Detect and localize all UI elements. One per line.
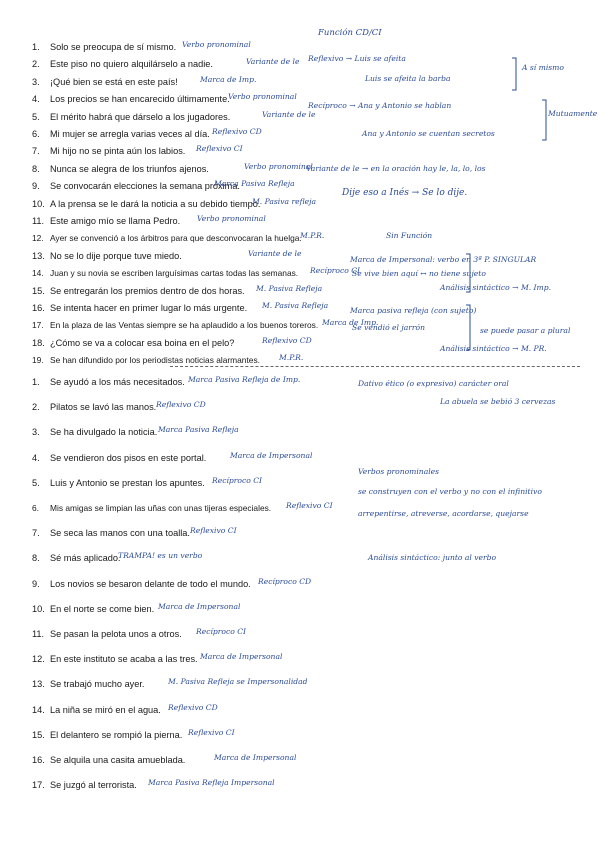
note-reflexivo: Reflexivo → Luis se afeita bbox=[308, 54, 406, 63]
sentence-text: Los precios se han encarecido últimamente. bbox=[50, 94, 230, 105]
part2-answer-1: Marca Pasiva Refleja de Imp. bbox=[188, 375, 301, 384]
part2-answer-3: Marca Pasiva Refleja bbox=[158, 425, 239, 435]
sentence-text: En este instituto se acaba a las tres. bbox=[50, 654, 198, 665]
sentence-text: Se alquila una casita amueblada. bbox=[50, 755, 186, 765]
note-pronominales: Verbos pronominales bbox=[358, 467, 440, 476]
part1-sentence-15 bbox=[32, 285, 245, 297]
part1-answer-10: M. Pasiva refleja bbox=[252, 196, 317, 206]
sentence-number: 8. bbox=[32, 553, 40, 564]
section-divider bbox=[170, 366, 580, 367]
note-impersonal: Marca de Impersonal: verbo en 3ª P. SINGULAR bbox=[350, 255, 537, 264]
note-impersonal-2: Se vive bien aquí ↔ no tiene sujeto bbox=[352, 269, 486, 278]
part1-answer-8: Verbo pronominal bbox=[244, 161, 313, 171]
sentence-number: 11. bbox=[32, 216, 45, 226]
part2-sentence-7 bbox=[32, 527, 190, 539]
sentence-number: 5. bbox=[32, 111, 40, 122]
part1-sentence-6 bbox=[32, 128, 210, 140]
sentence-number: 14. bbox=[32, 704, 45, 715]
sentence-text: El delantero se rompió la pierna. bbox=[50, 729, 183, 740]
sentence-text: Se ayudó a los más necesitados. bbox=[50, 377, 185, 387]
part2-answer-6: Reflexivo CI bbox=[286, 501, 333, 510]
sentence-text: Se convocarán elecciones la semana próxima. bbox=[50, 181, 240, 192]
sentence-number: 13. bbox=[32, 679, 45, 690]
sentence-number: 16. bbox=[32, 303, 45, 313]
part1-sentence-4 bbox=[32, 93, 230, 105]
part1-sentence-19 bbox=[32, 354, 260, 366]
sentence-text: La niña se miró en el agua. bbox=[50, 704, 161, 715]
part2-sentence-14 bbox=[32, 704, 161, 716]
sentence-text: Ayer se convenció a los árbitros para que desconvocaran la huelga. bbox=[50, 233, 302, 244]
note-variante: Variante de le → en la oración hay le, la, lo, los bbox=[306, 164, 486, 173]
sentence-number: 13. bbox=[32, 250, 45, 261]
part1-answer-19: M.P.R. bbox=[279, 353, 304, 363]
part1-answer-14: Recíproco CI bbox=[310, 266, 361, 276]
part2-sentence-12 bbox=[32, 653, 198, 665]
part2-answer-8: TRAMPA! es un verbo bbox=[118, 551, 203, 561]
part1-answer-13: Variante de le bbox=[248, 248, 302, 258]
part1-sentence-9 bbox=[32, 180, 240, 192]
part2-sentence-1 bbox=[32, 376, 185, 388]
part2-answer-10: Marca de Impersonal bbox=[158, 601, 241, 611]
part1-answer-7: Reflexivo CI bbox=[196, 144, 243, 154]
part2-sentence-2 bbox=[32, 401, 156, 413]
part2-answer-5: Recíproco CI bbox=[212, 475, 263, 485]
note-funcion: Función CD/CI bbox=[318, 28, 382, 38]
sentence-number: 10. bbox=[32, 603, 45, 614]
sentence-number: 17. bbox=[32, 320, 44, 331]
sentence-number: 11. bbox=[32, 629, 45, 639]
sentence-text: El mérito habrá que dárselo a los jugadores. bbox=[50, 111, 231, 122]
part2-answer-14: Reflexivo CD bbox=[168, 702, 218, 712]
note-reciproco-2: Ana y Antonio se cuentan secretos bbox=[362, 129, 495, 138]
sentence-text: Se trabajó mucho ayer. bbox=[50, 679, 145, 690]
sentence-text: Este piso no quiero alquilárselo a nadie. bbox=[50, 59, 213, 70]
sentence-number: 1. bbox=[32, 377, 40, 387]
part2-answer-9: Recíproco CD bbox=[258, 576, 312, 586]
part1-answer-16: M. Pasiva Refleja bbox=[262, 301, 329, 310]
part2-sentence-16 bbox=[32, 754, 185, 766]
part1-sentence-1 bbox=[32, 41, 176, 53]
note-mpr: Marca pasiva refleja (con sujeto) bbox=[350, 306, 477, 315]
note-variante-2: Dije eso a Inés → Se lo dije. bbox=[342, 188, 468, 198]
part1-answer-5: Variante de le bbox=[262, 109, 316, 119]
note-reflexivo-2: Luis se afeita la barba bbox=[365, 74, 451, 83]
note-pronominales-4: Análisis sintáctico: junto al verbo bbox=[368, 553, 497, 562]
sentence-number: 3. bbox=[32, 76, 40, 87]
sentence-number: 18. bbox=[32, 337, 45, 348]
part2-sentence-15 bbox=[32, 729, 182, 741]
part1-sentence-5 bbox=[32, 111, 230, 123]
sentence-number: 4. bbox=[32, 452, 40, 463]
sentence-number: 14. bbox=[32, 268, 44, 279]
part1-sentence-12 bbox=[32, 232, 302, 244]
sentence-number: 7. bbox=[32, 146, 40, 157]
sentence-text: Los novios se besaron delante de todo el mundo. bbox=[50, 578, 251, 589]
sentence-number: 2. bbox=[32, 59, 40, 70]
part1-answer-17: Marca de Imp. bbox=[322, 318, 379, 328]
part2-answer-4: Marca de Impersonal bbox=[230, 450, 313, 460]
sentence-text: Se entregarán los premios dentro de dos horas. bbox=[50, 285, 245, 296]
sentence-text: Este amigo mío se llama Pedro. bbox=[50, 216, 181, 226]
part1-answer-15: M. Pasiva Refleja bbox=[256, 283, 323, 293]
sentence-text: En la plaza de las Ventas siempre se ha aplaudido a los buenos toreros. bbox=[50, 320, 319, 331]
sentence-number: 15. bbox=[32, 729, 45, 740]
part1-answer-12: M.P.R. bbox=[300, 231, 325, 241]
sentence-text: Luis y Antonio se prestan los apuntes. bbox=[50, 477, 205, 488]
part2-answer-17: Marca Pasiva Refleja Impersonal bbox=[148, 778, 275, 788]
sentence-number: 15. bbox=[32, 285, 45, 296]
part1-answer-2: Variante de le bbox=[246, 57, 300, 67]
sentence-text: A la prensa se le dará la noticia a su debido tiempo. bbox=[50, 198, 261, 209]
sentence-text: ¿Cómo se va a colocar esa boina en el pelo? bbox=[50, 337, 235, 348]
note-pronominales-3: arrepentirse, atreverse, acordarse, quejarse bbox=[358, 509, 529, 518]
part2-sentence-4 bbox=[32, 452, 206, 464]
part1-sentence-14 bbox=[32, 267, 298, 279]
sentence-text: Se ha divulgado la noticia. bbox=[50, 427, 158, 438]
part1-sentence-3 bbox=[32, 76, 178, 88]
part2-answer-2: Reflexivo CD bbox=[156, 400, 206, 410]
sentence-text: Solo se preocupa de sí mismo. bbox=[50, 42, 177, 52]
part2-sentence-3 bbox=[32, 426, 157, 438]
part2-sentence-13 bbox=[32, 678, 144, 690]
sentence-text: Mis amigas se limpian las uñas con unas tijeras especiales. bbox=[50, 503, 272, 513]
sentence-text: Pilatos se lavó las manos. bbox=[50, 402, 157, 413]
part2-sentence-9 bbox=[32, 578, 251, 590]
sentence-number: 5. bbox=[32, 477, 40, 488]
part1-sentence-13 bbox=[32, 250, 182, 262]
sentence-number: 2. bbox=[32, 402, 40, 413]
part1-answer-11: Verbo pronominal bbox=[197, 214, 266, 223]
sentence-text: Se vendieron dos pisos en este portal. bbox=[50, 452, 207, 463]
part2-answer-13: M. Pasiva Refleja se Impersonalidad bbox=[168, 677, 308, 687]
part2-answer-16: Marca de Impersonal bbox=[214, 753, 297, 762]
sentence-number: 1. bbox=[32, 42, 40, 52]
sentence-number: 4. bbox=[32, 94, 40, 105]
part2-sentence-8 bbox=[32, 552, 120, 564]
part2-sentence-17 bbox=[32, 779, 137, 791]
sentence-number: 12. bbox=[32, 233, 44, 244]
part1-answer-4: Verbo pronominal bbox=[228, 92, 297, 102]
note-a-si-mismo: A sí mismo bbox=[522, 63, 564, 72]
sentence-text: Nunca se alegra de los triunfos ajenos. bbox=[50, 163, 209, 174]
note-impersonal-3: Análisis sintáctico → M. Imp. bbox=[440, 283, 552, 292]
part2-sentence-5 bbox=[32, 477, 205, 489]
part2-answer-15: Reflexivo CI bbox=[188, 727, 235, 737]
note-sin-funcion: Sin Función bbox=[386, 231, 433, 240]
note-mpr-3: Análisis sintáctico → M. PR. bbox=[440, 344, 547, 353]
sentence-text: Mi mujer se arregla varias veces al día. bbox=[50, 129, 210, 139]
sentence-number: 16. bbox=[32, 755, 45, 765]
sentence-number: 10. bbox=[32, 198, 45, 209]
part2-answer-11: Recíproco CI bbox=[196, 627, 247, 636]
part2-sentence-11 bbox=[32, 628, 182, 640]
sentence-text: No se lo dije porque tuve miedo. bbox=[50, 250, 182, 261]
part1-sentence-10 bbox=[32, 198, 260, 210]
part2-sentence-10 bbox=[32, 603, 154, 615]
sentence-text: Mi hijo no se pinta aún los labios. bbox=[50, 146, 186, 157]
sentence-text: ¡Qué bien se está en este país! bbox=[50, 76, 178, 87]
note-mpr-2: Se vendió el jarrón bbox=[352, 323, 426, 332]
sentence-text: Se seca las manos con una toalla. bbox=[50, 528, 190, 539]
sentence-text: Se han difundido por los periodistas noticias alarmantes. bbox=[50, 355, 260, 366]
note-mpr-4: se puede pasar a plural bbox=[480, 326, 571, 335]
sentence-number: 12. bbox=[32, 654, 45, 665]
sentence-number: 8. bbox=[32, 163, 40, 174]
part1-sentence-7 bbox=[32, 145, 185, 157]
note-dativo: Dativo ético (o expresivo) carácter oral bbox=[358, 379, 509, 388]
note-reciproco: Recíproco → Ana y Antonio se hablan bbox=[308, 101, 452, 110]
note-mutuamente: Mutuamente bbox=[548, 109, 598, 118]
sentence-number: 19. bbox=[32, 355, 44, 366]
sentence-text: Sé más aplicado. bbox=[50, 553, 121, 564]
sentence-number: 9. bbox=[32, 578, 40, 589]
part1-answer-1: Verbo pronominal bbox=[182, 40, 251, 49]
note-dativo-2: La abuela se bebió 3 cervezas bbox=[440, 397, 556, 406]
sentence-text: Se juzgó al terrorista. bbox=[50, 780, 137, 791]
part2-sentence-6 bbox=[32, 502, 271, 514]
sentence-number: 6. bbox=[32, 129, 40, 139]
sentence-number: 7. bbox=[32, 528, 40, 539]
part1-answer-9: Marca Pasiva Refleja bbox=[214, 179, 295, 189]
sentence-number: 3. bbox=[32, 427, 40, 438]
sentence-text: En el norte se come bien. bbox=[50, 603, 155, 614]
sentence-number: 9. bbox=[32, 181, 40, 192]
sentence-number: 17. bbox=[32, 780, 45, 791]
sentence-text: Se pasan la pelota unos a otros. bbox=[50, 629, 182, 639]
part1-answer-6: Reflexivo CD bbox=[212, 127, 262, 136]
part2-answer-7: Reflexivo CI bbox=[190, 526, 237, 536]
part1-sentence-18 bbox=[32, 337, 234, 349]
sentence-text: Se intenta hacer en primer lugar lo más urgente. bbox=[50, 303, 248, 313]
sentence-text: Juan y su novia se escriben larguísimas cartas todas las semanas. bbox=[50, 268, 299, 279]
sentence-number: 6. bbox=[32, 503, 39, 513]
part1-sentence-8 bbox=[32, 163, 209, 175]
part1-answer-18: Reflexivo CD bbox=[262, 335, 312, 345]
part1-answer-3: Marca de Imp. bbox=[200, 74, 257, 84]
part1-sentence-2 bbox=[32, 58, 213, 70]
part1-sentence-17 bbox=[32, 319, 318, 331]
note-pronominales-2: se construyen con el verbo y no con el infinitivo bbox=[358, 487, 542, 496]
part1-sentence-16 bbox=[32, 302, 247, 314]
part1-sentence-11 bbox=[32, 215, 180, 227]
part2-answer-12: Marca de Impersonal bbox=[200, 652, 283, 662]
